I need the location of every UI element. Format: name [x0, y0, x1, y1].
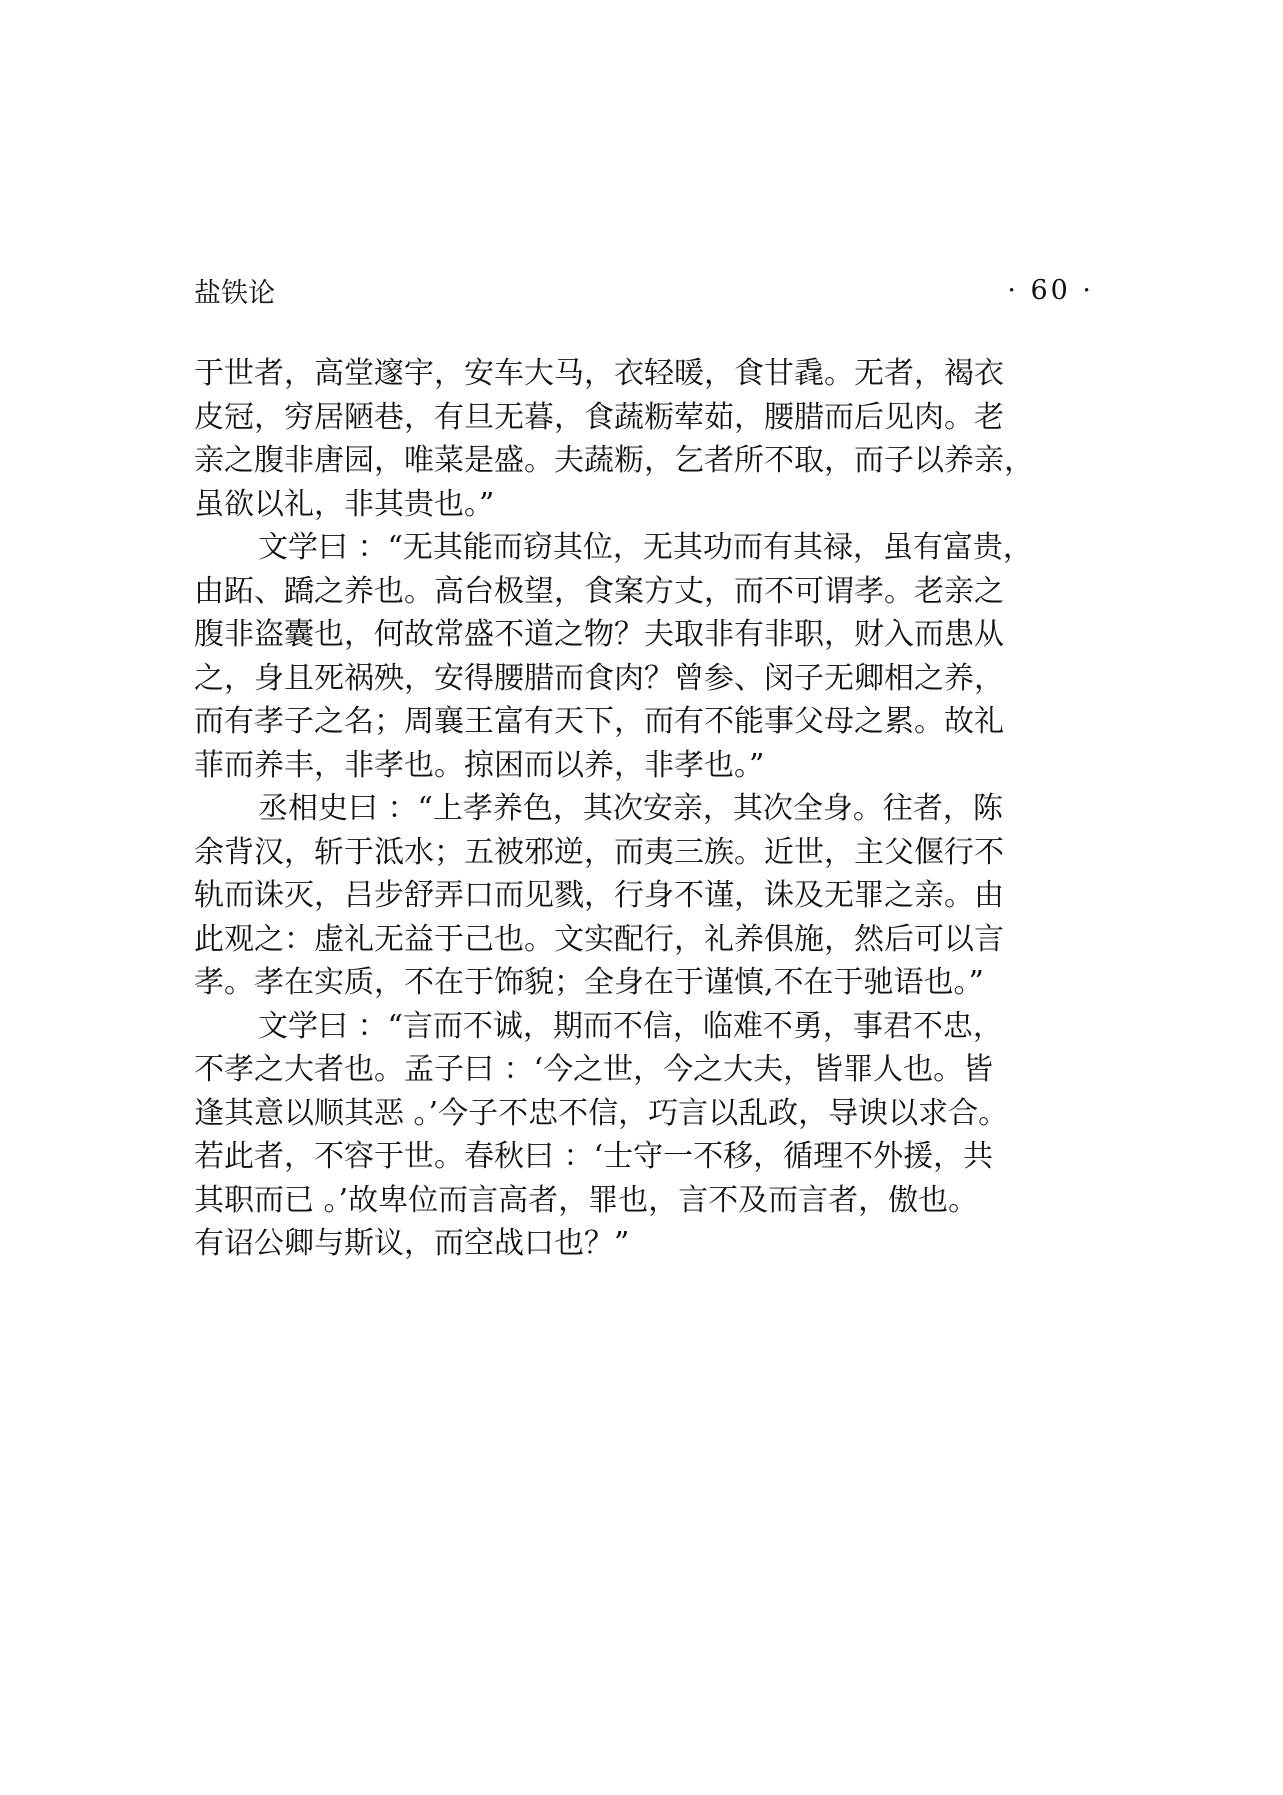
text-line: 皮冠，穷居陋巷，有旦无暮，食蔬粝荤茹，腰腊而后见肉。老: [194, 399, 1004, 435]
text-line: 孝。孝在实质，不在于饰貌；全身在于谨慎,不在于驰语也。”: [194, 965, 984, 1000]
book-title: 盐铁论: [194, 277, 275, 309]
text-line: 逢其意以顺其恶 。’今子不忠不信，巧言以乱政，导谀以求合。: [194, 1095, 1009, 1131]
text-line: 而有孝子之名；周襄王富有天下，而有不能事父母之累。故礼: [194, 704, 1004, 739]
text-line: 由跖、蹻之养也。高台极望，食案方丈，而不可谓孝。老亲之: [194, 573, 1004, 609]
text-line: 余背汉，斩于泜水；五被邪逆，而夷三族。近世，主父偃行不: [194, 834, 1004, 870]
text-line: 菲而养丰，非孝也。掠困而以养，非孝也。”: [194, 747, 765, 783]
text-line: 之，身且死祸殃，安得腰腊而食肉？曾参、闵子无卿相之养，: [194, 660, 1004, 696]
text-line: 于世者，高堂邃宇，安车大马，衣轻暖，食甘毳。无者，褐衣: [194, 356, 1004, 391]
text-line: 其职而已 。’故卑位而言高者，罪也，言不及而言者，傲也。: [194, 1182, 979, 1218]
text-line: 若此者，不容于世。春秋曰 ：‘士守一不移，循理不外援，共: [194, 1139, 994, 1174]
text-line: 虽欲以礼，非其贵也。”: [194, 486, 495, 522]
text-line: 轨而诛灭，吕步舒弄口而见戮，行身不谨，诛及无罪之亲。由: [194, 878, 1004, 913]
text-line: 腹非盗囊也，何故常盛不道之物？夫取非有非职，财入而患从: [194, 617, 1004, 652]
text-line: 不孝之大者也。孟子曰 ：‘今之世，今之大夫，皆罪人也。皆: [194, 1052, 994, 1087]
paragraph-first-line: 丞相史曰 ：“上孝养色，其次安亲，其次全身。往者，陈: [258, 791, 1003, 826]
paragraph-first-line: 文学曰 ：“言而不诚，期而不信，临难不勇，事君不忠，: [258, 1008, 1003, 1044]
page-number: · 60 ·: [1007, 274, 1094, 306]
body-text: [194, 352, 1104, 1266]
text-line: 此观之：虚礼无益于己也。文实配行，礼养俱施，然后可以言: [194, 921, 1004, 957]
paragraph-first-line: 文学曰 ：“无其能而窃其位，无其功而有其禄，虽有富贵，: [258, 530, 1033, 565]
text-line: 有诏公卿与斯议，而空战口也？”: [194, 1226, 630, 1261]
text-line: 亲之腹非唐园，唯菜是盛。夫蔬粝，乞者所不取，而子以养亲，: [194, 443, 1034, 478]
running-head: [194, 268, 1094, 312]
